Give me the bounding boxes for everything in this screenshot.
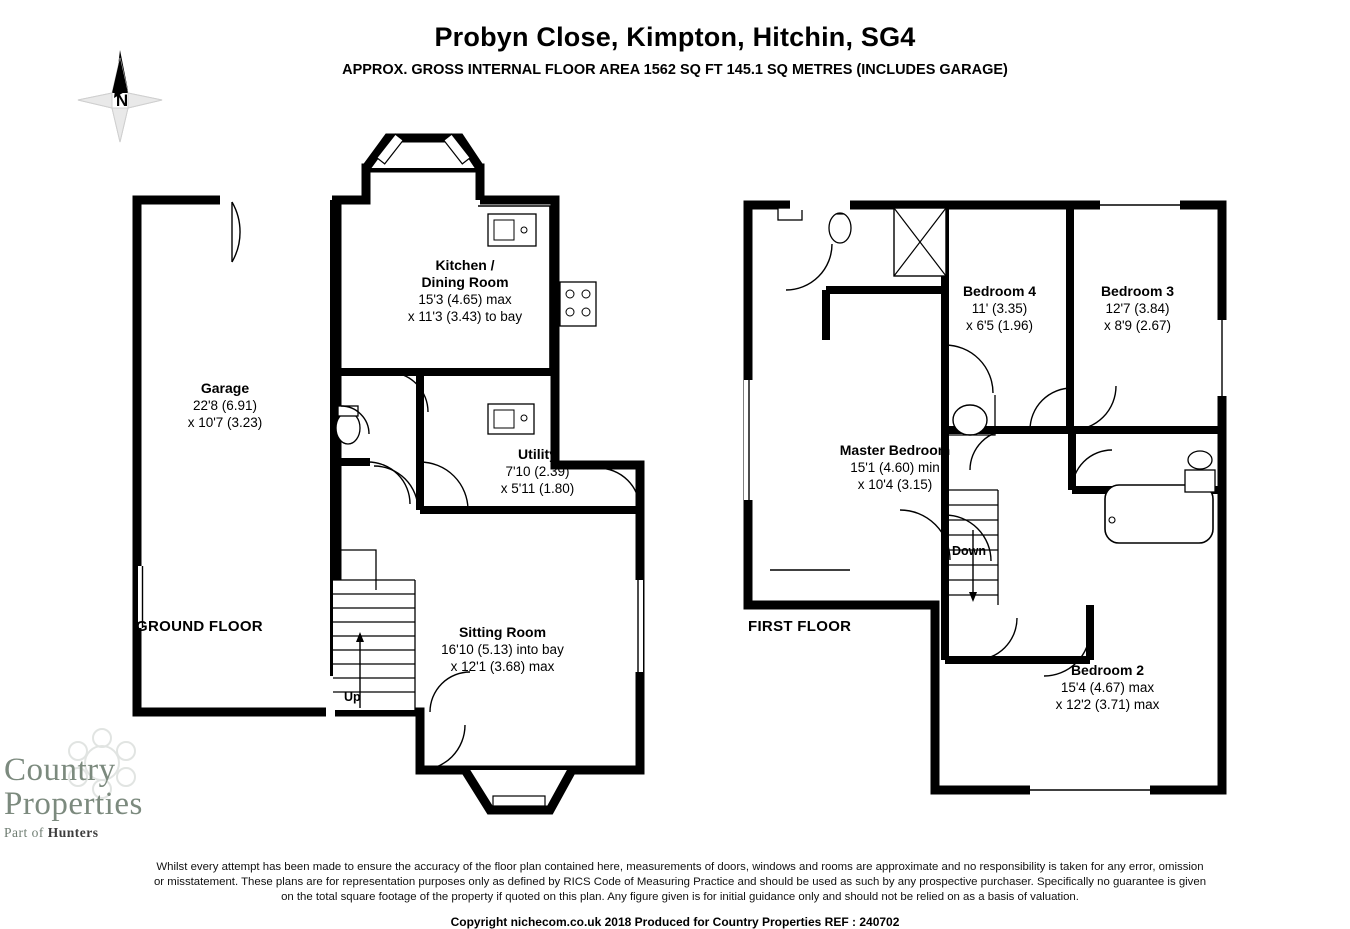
copyright-line: Copyright nichecom.co.uk 2018 Produced for Country Properties REF : 240702 xyxy=(450,915,900,929)
room-garage-dim1: 22'8 (6.91) xyxy=(192,398,258,413)
room-sitting-dim1: 16'10 (5.13) into bay xyxy=(441,642,564,657)
room-sitting-name: Sitting Room xyxy=(458,624,547,640)
room-garage-dim2: x 10'7 (3.23) xyxy=(187,415,263,430)
logo-line3-brand: Hunters xyxy=(47,825,99,840)
room-bedroom-3 xyxy=(1055,283,1220,334)
room-garage xyxy=(130,380,320,431)
room-sitting-dim2: x 12'1 (3.68) max xyxy=(450,659,555,674)
logo-line3 xyxy=(4,825,215,841)
stairs-up-label: Up xyxy=(344,690,361,704)
room-master-bedroom-name: Master Bedroom xyxy=(839,442,951,458)
room-bedroom-3-name: Bedroom 3 xyxy=(1100,283,1175,299)
disclaimer-text: Whilst every attempt has been made to ensure the accuracy of the floor plan contained here, measurements of doors, windows and rooms are approximate and no responsibility is taken for any error, omission or misstatement. These plans are for representation purposes only as defined by RICS Code of Measuring Practice and should be used as such by any prospective purchaser. Specifically no guarantee is given on the total square footage of the property if quoted on this plan. Any figure given is for initial guidance only and should not be relied on as a basis of valuation. xyxy=(153,861,1207,903)
room-bedroom-3-dim2: x 8'9 (2.67) xyxy=(1103,318,1172,333)
room-bedroom-4-dim2: x 6'5 (1.96) xyxy=(965,318,1034,333)
room-bedroom-2-dim2: x 12'2 (3.71) max xyxy=(1055,697,1160,712)
ground-floor-label: GROUND FLOOR xyxy=(136,618,263,635)
first-floor-label: FIRST FLOOR xyxy=(748,618,852,635)
logo-line3-prefix: Part of xyxy=(4,825,48,840)
logo-line1: Country xyxy=(4,752,116,788)
page-subtitle: APPROX. GROSS INTERNAL FLOOR AREA 1562 SQ FT 145.1 SQ METRES (INCLUDES GARAGE) xyxy=(342,62,1008,78)
room-master-bedroom-dim2: x 10'4 (3.15) xyxy=(857,477,933,492)
room-kitchen-dining-name: Kitchen / xyxy=(435,257,495,273)
room-kitchen-dining xyxy=(345,257,585,325)
room-master-bedroom-dim1: 15'1 (4.60) min xyxy=(850,460,940,475)
compass-north-label: N xyxy=(115,91,129,110)
room-bedroom-4-dim1: 11' (3.35) xyxy=(971,301,1028,316)
room-bedroom-2-name: Bedroom 2 xyxy=(1070,662,1145,678)
room-kitchen-dining-dim2: x 11'3 (3.43) to bay xyxy=(407,309,523,324)
room-utility-dim1: 7'10 (2.39) xyxy=(505,464,570,479)
room-utility-name: Utility xyxy=(518,446,557,462)
room-bedroom-4-name: Bedroom 4 xyxy=(962,283,1037,299)
room-utility-dim2: x 5'11 (1.80) xyxy=(500,481,575,496)
room-bedroom-2 xyxy=(1010,662,1205,713)
room-bedroom-3-dim1: 12'7 (3.84) xyxy=(1105,301,1170,316)
page-title: Probyn Close, Kimpton, Hitchin, SG4 xyxy=(434,22,916,52)
room-kitchen-dining-name2: Dining Room xyxy=(421,274,509,290)
room-master-bedroom xyxy=(760,442,1030,493)
room-kitchen-dining-dim1: 15'3 (4.65) max xyxy=(418,292,512,307)
stairs-down-label: Down xyxy=(952,544,987,558)
room-bedroom-2-dim1: 15'4 (4.67) max xyxy=(1060,680,1155,695)
room-sitting xyxy=(390,624,615,675)
room-utility xyxy=(440,446,635,497)
logo-line2: Properties xyxy=(4,786,143,822)
room-garage-name: Garage xyxy=(200,380,250,396)
company-logo xyxy=(0,753,215,863)
